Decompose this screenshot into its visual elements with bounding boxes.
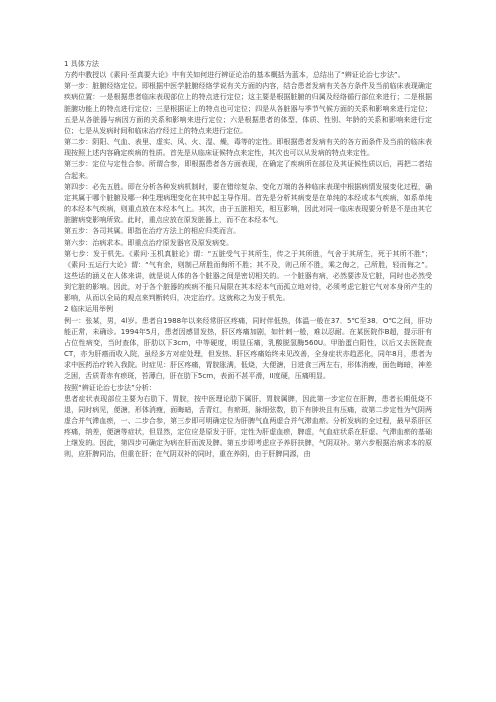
- paragraph: 第五步：各司其属。即指在治疗方法上的相应归类而言。: [64, 226, 241, 236]
- paragraph: 第二步：阴阳、气血、表里、虚实、风、火、湿、燥，毒等的定性。即根据患者发病有关的各方面条件及当前的临床表现按照上述内容确定疾病的性质。首先是从临床证候特点来定性，其次也可以从发病的特点来定性。: [64, 137, 432, 158]
- paragraph: 患者症状表现部位主要为右肋下、胃脘，按中医理论肋下属肝，胃脘属脾，因此第一步定位在肝脾，患者长期低烧不退，同时病见，便溏，形体消瘦，面晦暗，舌青红，有瘀斑，脉细弦数，肋下有肿块且有压痛，故第二步定性为气阴两虚合并气滞血瘀，一、二步合参，第三步即可明确定位为肝脾气血两虚合并气滞血瘀。分析发病的全过程，最早系肝区疼痛，纳差，便溏等症状，但显然，定位应是原发于肝，定性为肝虚血瘀，脾虚，气血症状系在肝虚、气滞血瘀的基础上继发的。因此，第四步可确定为病在肝而波及脾。第五步即考虑应予养肝扶脾，气阴双补。第六步根据治病求本的原则，应肝脾同治，但重在肝；在气阴双补的同时，重在养阴，由于肝脾同源，由: [64, 393, 432, 459]
- paragraph: 第四步：必先五胜。即在分析各种发病机制时，要在错综复杂、变化万端的各种临床表现中根据病情发展变化过程，确定其属于哪个脏腑及哪一种生理病理变化在其中起主导作用。首先是分析其病变是在单纯的本经或本气疾病，如系单纯的本经本气疾病，则重点放在本经本气上。其次，由于五脏相关，相互影响，因此对同一临床表现要分析是不是由其它脏腑病变影响所致。此时，重点应放在原发脏器上，而不在本经本气。: [64, 181, 432, 225]
- paragraph: 例一：张某，男，4l岁。患者自1988年以来经常肝区疼痛，同时伴低热，体温一般在37．5℃至38．O℃之间，肝功能正常，未确诊。1994年5月，患者因感冒发热，肝区疼痛加剧，如针刺一般，难以忍耐。在某医院作B超，提示肝有占位性病变，当时查体，肝肋以下3cm，中等硬度，明显压痛，乳酸脱氢酶560U。甲胎蛋白阳性，以后又去医院查CT，亦为肝癌而收入院，虽经多方对症处理，但发热、肝区疼痛始终未见改善，全身症状亦趋恶化，同年8月，患者为求中医药治疗转入我院。时症见：肝区疼痛，胃脘胀满，低烧，大便溏，日进食三两左右，形体消瘦，面色晦暗，神差乏困，舌质青赤有瘀斑，苔薄白，肝在肋下5cm，表面不甚平滑，II度硬，压痛明显。: [64, 315, 432, 381]
- paragraph: 第三步：定位与定性合参。所谓合参，即根据患者各方面表现，在确定了疾病所在部位及其证候性质以后，再把二者结合起来。: [64, 159, 432, 180]
- document-body: [64, 58, 432, 460]
- section-heading-methods: 1 具体方法: [64, 59, 99, 68]
- paragraph: 第七步：发于机先。《素问·玉机真脏论》谓：“五脏受气于其所生，传之于其所胜，气舍于其所生，死于其所不胜”；《素问·五运行大论》谓：“气有余，则制己所胜而侮所不胜；其不及，则己所不胜，乘之侮之，己所胜，轻而侮之”。这些话的涵义在人体来讲，就是说人体的各个脏器之间是密切相关的。一个脏器有病，必然要涉及它脏，同时也必然受到它脏的影响。因此，对于各个脏器的疾病不能只局限在其本经本气而孤立地对待，必须考虑它脏它气对本身所产生的影响，从而以全局的观点来判断转归，决定治疗。这就称之为发于机先。: [64, 248, 432, 303]
- paragraph: 第一步：脏腑经络定位。即根据中医学脏腑经络学说有关方面的内容，结合患者发病有关各方条件及当前临床表现确定疾病位置：一是根据患者临床表现部位上的特点进行定位；这主要是根据脏腑的归属及经络循行部位来进行；二是根据脏腑功能上的特点进行定位；三是根据证上的特点也可定位；四是从各脏器与季节气候方面的关系和影响来进行定位；五是从各脏器与病因方面的关系和影响来进行定位；六是根据患者的体型、体质、性别、年龄的关系和影响来进行定位；七是从发病时间和临床治疗经过上的特点来进行定位。: [64, 81, 432, 135]
- paragraph: 方药中教授以《素问·至真要大论》中有关如何进行辨证论治的基本概括为蓝本，总结出了“辨证论治七步法”。: [64, 70, 405, 80]
- paragraph: 第六步：治病求本。即重点治疗原发器官及原发病变。: [64, 237, 234, 247]
- paragraph: 按照“辨证论治七步法”分析：: [64, 382, 156, 392]
- section-heading-examples: 2 临床运用举例: [64, 304, 114, 314]
